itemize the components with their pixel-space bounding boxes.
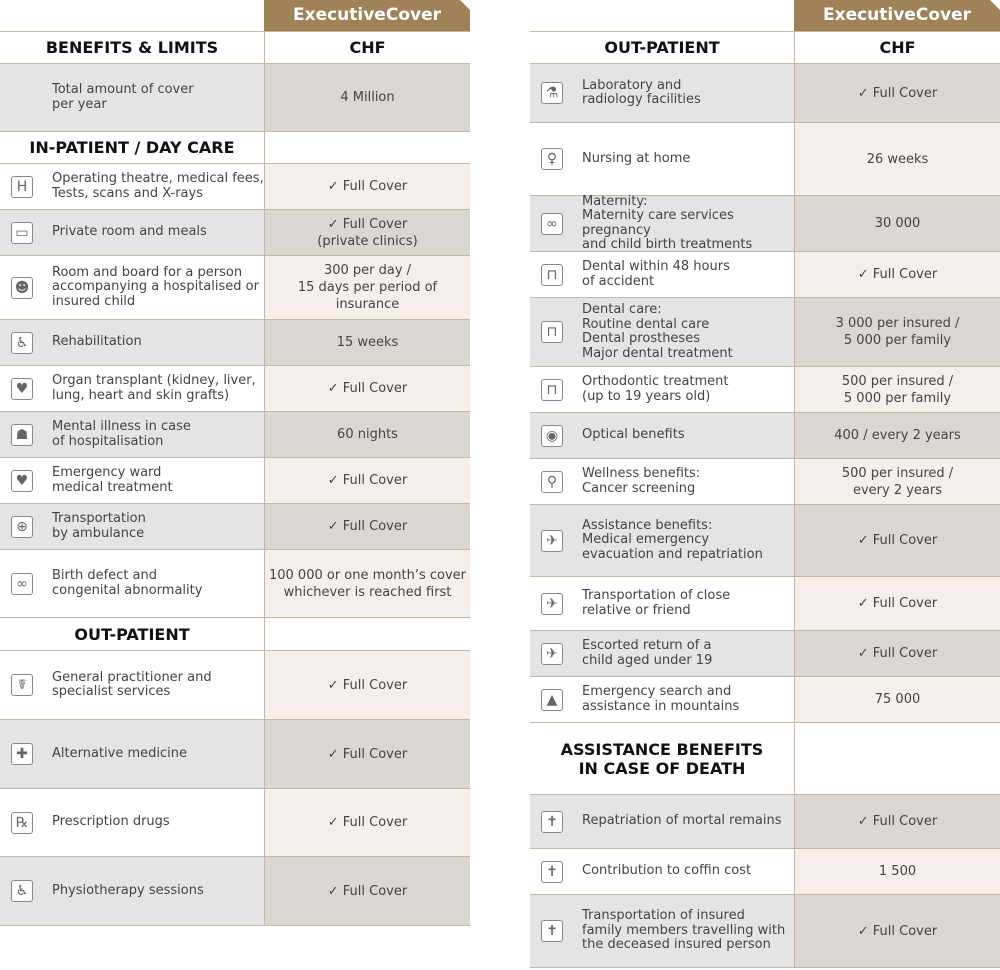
physiotherapy-icon: ♿ [11,880,33,902]
tooth-icon: ⊓ [541,379,563,401]
benefit-label: Wellness benefits: Cancer screening [582,466,701,496]
benefit-value: 400 / every 2 years [794,413,1000,458]
table-row [0,366,470,412]
benefit-label: Rehabilitation [52,334,142,350]
teddy-bear-icon: ☻ [11,277,33,299]
benefit-cell [0,857,264,925]
benefit-cell [530,123,794,195]
benefit-cell [530,413,794,458]
pills-icon: ℞ [11,812,33,834]
benefit-value: 300 per day / 15 days per period of insurance [264,256,470,319]
benefit-label: Birth defect and congenital abnormality [52,568,203,598]
benefit-cell [0,412,264,457]
table-row [530,193,1000,252]
death-section [530,723,1000,795]
cross-icon: ✝ [541,861,563,883]
inpatient-title: IN-PATIENT / DAY CARE [0,132,264,163]
total-cover-label: Total amount of cover per year [52,82,194,112]
benefit-cell [530,505,794,576]
benefit-cell [530,795,794,848]
benefit-value: ✓ Full Cover [264,164,470,209]
benefit-cell [530,64,794,122]
benefit-value: 1 500 [794,849,1000,894]
benefit-value: ✓ Full Cover (private clinics) [264,210,470,255]
benefit-cell [530,252,794,297]
cross-icon: ✝ [541,811,563,833]
doctor-icon: ☤ [11,674,33,696]
benefit-label: Contribution to coffin cost [582,863,752,879]
benefit-label: Prescription drugs [52,814,170,830]
brand-label: ExecutiveCover [264,0,470,31]
total-cover-row [0,64,470,132]
benefit-value: 30 000 [794,196,1000,251]
cross-icon: ✝ [541,920,563,942]
laboratory-icon: ⚗ [541,82,563,104]
benefit-cell [0,720,264,788]
outpatient-rows [0,651,470,926]
tooth-icon: ⊓ [541,264,563,286]
benefit-cell [530,677,794,722]
benefit-cell [0,789,264,856]
table-row [530,252,1000,298]
benefit-cell [530,367,794,412]
benefit-cell [0,366,264,411]
airplane-icon: ✈ [541,643,563,665]
benefit-cell [530,193,794,252]
microscope-icon: ⚲ [541,471,563,493]
benefit-label: Alternative medicine [52,745,187,761]
benefit-label: Repatriation of mortal remains [582,813,782,829]
benefit-value: 500 per insured / 5 000 per family [794,367,1000,412]
brand-row [530,0,1000,31]
airplane-icon: ✈ [541,593,563,615]
table-row [530,895,1000,968]
benefit-value: ✓ Full Cover [264,458,470,503]
table-row [0,458,470,504]
death-rows [530,795,1000,968]
tooth-icon: ⊓ [541,321,563,343]
table-row [530,413,1000,459]
benefit-cell [0,164,264,209]
airplane-icon: ✈ [541,530,563,552]
benefit-label: Nursing at home [582,150,691,166]
benefit-value: ✓ Full Cover [794,631,1000,676]
eye-icon: ◉ [541,425,563,447]
left-benefits-table [0,0,470,926]
benefit-label: Maternity: Maternity care services pregnancy and child birth treatments [582,193,753,252]
benefit-cell [0,550,264,617]
outpatient-header: OUT-PATIENT [530,32,794,63]
brand-label: ExecutiveCover [794,0,1000,31]
benefit-label: Emergency ward medical treatment [52,465,173,495]
benefit-value: ✓ Full Cover [794,505,1000,576]
table-row [0,256,470,320]
table-row [530,631,1000,677]
benefit-cell [0,320,264,365]
benefit-value: ✓ Full Cover [794,795,1000,848]
table-row [530,677,1000,723]
benefit-cell [530,459,794,504]
hospital-icon: H [11,176,33,198]
benefit-cell [530,895,794,967]
benefit-value: ✓ Full Cover [794,252,1000,297]
table-row [530,123,1000,196]
benefit-label: Organ transplant (kidney, liver, lung, heart and skin grafts) [52,373,256,403]
benefit-value: 3 000 per insured / 5 000 per family [794,298,1000,366]
benefit-value: 500 per insured / every 2 years [794,459,1000,504]
benefit-cell [0,458,264,503]
benefit-value: 26 weeks [794,123,1000,195]
table-row [0,320,470,366]
leaf-cross-icon: ✚ [11,743,33,765]
benefit-label: Laboratory and radiology facilities [582,77,701,107]
ambulance-icon: ⊕ [11,516,33,538]
outpatient-rows [530,64,1000,723]
benefit-value: ✓ Full Cover [264,651,470,719]
benefit-label: Orthodontic treatment (up to 19 years old) [582,374,729,404]
benefit-value: ✓ Full Cover [794,64,1000,122]
benefit-label: Operating theatre, medical fees, Tests, scans and X-rays [52,171,264,201]
benefit-cell [0,256,264,319]
benefit-label: Transportation by ambulance [52,511,146,541]
currency-header: CHF [264,32,470,63]
benefit-label: Transportation of close relative or friend [582,588,731,618]
currency-header: CHF [794,32,1000,63]
benefit-label: Escorted return of a child aged under 19 [582,638,713,668]
nurse-icon: ♀ [541,148,563,170]
benefit-cell [530,631,794,676]
outpatient-section [0,618,470,651]
mountain-icon: ▲ [541,689,563,711]
benefit-value: ✓ Full Cover [264,366,470,411]
benefit-cell [0,504,264,549]
benefit-value: 15 weeks [264,320,470,365]
outpatient-title: OUT-PATIENT [0,618,264,650]
benefit-value: 75 000 [794,677,1000,722]
benefit-value: ✓ Full Cover [794,895,1000,967]
table-row [0,210,470,256]
rehabilitation-icon: ♿ [11,332,33,354]
table-row [0,412,470,458]
benefit-label: Mental illness in case of hospitalisation [52,419,191,449]
table-row [530,577,1000,631]
table-row [530,298,1000,367]
heart-icon: ♥ [11,378,33,400]
benefit-cell [0,651,264,719]
heartbeat-icon: ♥ [11,470,33,492]
benefit-label: Emergency search and assistance in mountains [582,684,740,714]
dna-icon: ∞ [11,573,33,595]
benefit-value: ✓ Full Cover [264,857,470,925]
benefit-label: Optical benefits [582,427,685,443]
right-benefits-table [530,0,1000,968]
death-title: ASSISTANCE BENEFITS IN CASE OF DEATH [530,723,794,794]
table-header [0,31,470,64]
table-row [530,459,1000,505]
inpatient-rows [0,164,470,618]
total-cover-value: 4 Million [264,64,470,131]
table-row [0,550,470,618]
benefit-cell [530,849,794,894]
benefit-label: Private room and meals [52,224,207,240]
benefit-label: Dental care: Routine dental care Dental prostheses Major dental treatment [582,302,733,361]
table-row [530,505,1000,577]
table-row [530,367,1000,413]
benefit-cell [530,298,794,366]
benefit-cell [530,577,794,630]
table-row [0,164,470,210]
head-icon: ☗ [11,424,33,446]
benefit-value: 60 nights [264,412,470,457]
benefit-label: Transportation of insured family members travelling with the deceased insured person [582,908,786,953]
benefit-label: Physiotherapy sessions [52,882,204,898]
benefit-value: ✓ Full Cover [794,577,1000,630]
table-row [530,795,1000,849]
benefit-label: Assistance benefits: Medical emergency evacuation and repatriation [582,517,763,562]
table-row [0,789,470,857]
benefit-value: ✓ Full Cover [264,789,470,856]
benefit-label: General practitioner and specialist services [52,669,212,699]
inpatient-section [0,132,470,164]
benefit-label: Room and board for a person accompanying a hospitalised or insured child [52,264,259,309]
benefit-cell [0,210,264,255]
benefit-value: ✓ Full Cover [264,504,470,549]
table-row [530,849,1000,895]
benefit-label: Dental within 48 hours of accident [582,259,730,289]
table-row [0,504,470,550]
table-row [530,64,1000,123]
table-header [530,31,1000,64]
brand-row [0,0,470,31]
benefit-value: ✓ Full Cover [264,720,470,788]
table-row [0,651,470,720]
table-row [0,857,470,926]
table-row [0,720,470,789]
benefit-value: 100 000 or one month’s cover whichever is reached first [264,550,470,617]
bed-icon: ▭ [11,222,33,244]
maternity-icon: ∞ [541,213,563,235]
benefits-header: BENEFITS & LIMITS [0,32,264,63]
